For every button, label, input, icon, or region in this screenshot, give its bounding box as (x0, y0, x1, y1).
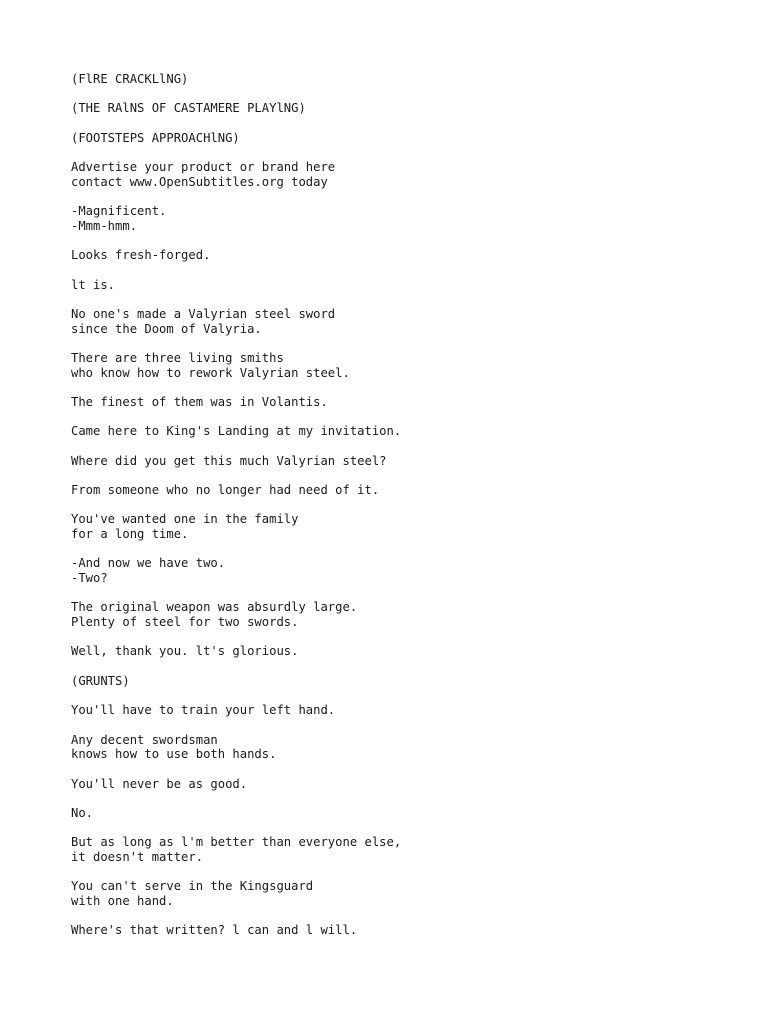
subtitle-line: Plenty of steel for two swords. (71, 615, 299, 630)
subtitle-cue (71, 644, 751, 659)
subtitle-line: -Mmm-hmm. (71, 218, 138, 233)
subtitle-cue (71, 835, 751, 864)
subtitle-line: Where's that written? l can and l will. (71, 923, 358, 938)
subtitle-line: since the Doom of Valyria. (71, 321, 262, 336)
subtitle-cue (71, 600, 751, 629)
subtitle-cue (71, 733, 751, 762)
subtitle-line: contact www.OpenSubtitles.org today (71, 174, 328, 189)
subtitle-line: The original weapon was absurdly large. (71, 600, 358, 615)
subtitle-cue (71, 806, 751, 821)
subtitle-line: You can't serve in the Kingsguard (71, 879, 314, 894)
subtitle-line: But as long as l'm better than everyone else, (71, 835, 402, 850)
subtitle-line: No one's made a Valyrian steel sword (71, 306, 336, 321)
subtitle-cue (71, 160, 751, 189)
subtitle-line: Came here to King's Landing at my invitation. (71, 424, 402, 439)
subtitle-cue (71, 101, 751, 116)
subtitle-line: (FOOTSTEPS APPROACHlNG) (71, 130, 240, 145)
subtitle-line: -And now we have two. (71, 556, 226, 571)
subtitle-line: You'll never be as good. (71, 776, 248, 791)
subtitle-line: -Magnificent. (71, 204, 167, 219)
subtitle-cue (71, 923, 751, 938)
subtitle-line: Where did you get this much Valyrian steel? (71, 453, 387, 468)
subtitle-cue (71, 131, 751, 146)
subtitle-line: From someone who no longer had need of it. (71, 483, 380, 498)
subtitle-line: You'll have to train your left hand. (71, 703, 336, 718)
subtitle-cue (71, 72, 751, 87)
subtitle-cue (71, 703, 751, 718)
subtitle-cue (71, 454, 751, 469)
subtitle-line: for a long time. (71, 527, 189, 542)
subtitle-line: with one hand. (71, 893, 174, 908)
subtitle-line: -Two? (71, 571, 108, 586)
subtitle-cue (71, 424, 751, 439)
subtitle-line: There are three living smiths (71, 350, 284, 365)
subtitle-cue (71, 777, 751, 792)
subtitle-line: Looks fresh-forged. (71, 248, 211, 263)
subtitle-line: (THE RAlNS OF CASTAMERE PLAYlNG) (71, 101, 306, 116)
subtitle-cue (71, 307, 751, 336)
subtitle-cue (71, 674, 751, 689)
subtitle-line: Advertise your product or brand here (71, 160, 336, 175)
subtitle-line: Any decent swordsman (71, 732, 218, 747)
subtitle-cue (71, 512, 751, 541)
subtitle-line: Well, thank you. lt's glorious. (71, 644, 299, 659)
subtitle-line: knows how to use both hands. (71, 747, 277, 762)
subtitle-cue (71, 248, 751, 263)
subtitle-cue (71, 483, 751, 498)
subtitle-cue (71, 556, 751, 585)
subtitle-line: (GRUNTS) (71, 673, 130, 688)
subtitle-line: You've wanted one in the family (71, 512, 299, 527)
subtitle-cue (71, 879, 751, 908)
subtitle-line: it doesn't matter. (71, 849, 204, 864)
subtitle-line: who know how to rework Valyrian steel. (71, 365, 350, 380)
subtitle-cue (71, 351, 751, 380)
subtitle-line: (FlRE CRACKLlNG) (71, 72, 189, 86)
subtitle-cue (71, 278, 751, 293)
subtitle-cue (71, 395, 751, 410)
subtitle-line: lt is. (71, 277, 116, 292)
subtitle-document (71, 72, 751, 953)
subtitle-line: No. (71, 805, 94, 820)
subtitle-cue (71, 204, 751, 233)
subtitle-line: The finest of them was in Volantis. (71, 394, 328, 409)
